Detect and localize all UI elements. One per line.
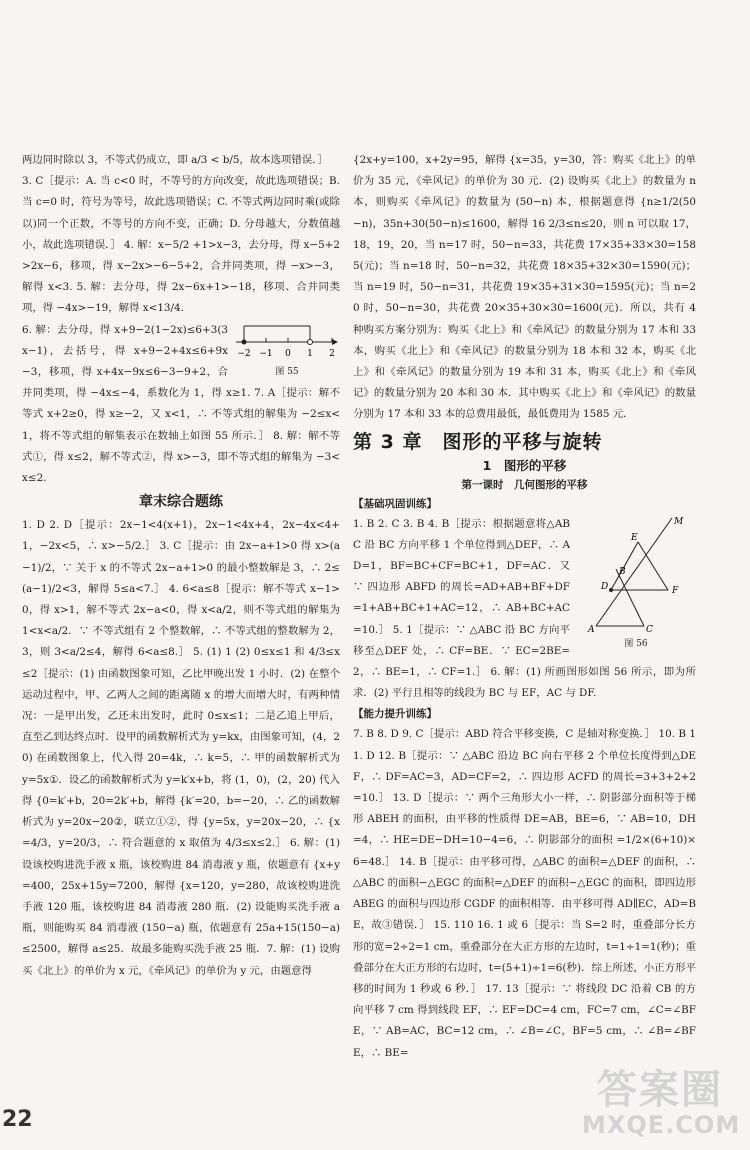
lesson-subtitle: 第一课时 几何图形的平移	[461, 478, 588, 491]
watermark-text: 答案圈	[597, 1067, 723, 1113]
point-label: F	[672, 585, 679, 596]
tick-label: −1	[259, 348, 273, 359]
chapter-title: 第 3 章 图形的平移与旋转	[353, 430, 603, 453]
section-title: 章末综合题练	[139, 494, 223, 511]
point-label: C	[646, 624, 653, 634]
point-label: B	[619, 566, 626, 577]
watermark-logo	[582, 1058, 741, 1139]
figure-55-number-line	[234, 322, 340, 378]
tick-label: 2	[329, 348, 335, 359]
left-para-4: 1. D 2. D［提示：2x−1<4(x+1)，2x−1<4x+4，2x−4x<4+1，−2x<5，∴ x>−5/2.］ 3. C［提示：由 2x−a+1>0 得 x>(a−1)/2，∵ 关于 x 的不等式 2x−a+1>0 的最小整数解是 3，∴ 2≤(a−1)/2<3，解得 5≤a<7.］ 4. 6<a≤8［提示：解不等式 x−1>0，得 x>1，解不等式 2x−a<0，得 x<a/2，则不等式组的解集为 1<x<a/2．∵ 不等式组有 2 个整数解，∴ 不等式组的整数解为 2，3，则 3<a/2≤4，解得 6<a≤8.］ 5. (1) 1 (2) 0≤x≤1 和 4/3≤x≤2［提示：(1) 由函数图象可知，乙比甲晚出发 1 小时．(2) 在整个运动过程中，甲、乙两人之间的距离随 x 的增大而增大时，有两种情况：一是甲出发，乙还未出发时，此时 0≤x≤1；二是乙追上甲后，直至乙到达终点时．设甲的函数解析式为 y=kx，由图象可知，(4，20) 在函数图象上，代入得 20=4k，∴ k=5，∴ 甲的函数解析式为 y=5x①．设乙的函数解析式为 y=k′x+b，将 (1，0)，(2，20) 代入得 {0=k′+b，20=2k′+b，解得 {k′=20，b=−20，∴ 乙的函数解析式为 y=20x−20②，联立①②，得 {y=5x，y=20x−20，∴ {x=4/3，y=20/3，∴ 符合题意的 x 取值为 4/3≤x≤2.］ 6. 解：(1) 设该校购进洗手液 x 瓶，该校购进 84 消毒液 y 瓶，依题意有 {x+y=400，25x+15y=7200，解得 {x=120，y=280，故该校购进洗手液 120 瓶，该校购进 84 消毒液 280 瓶．(2) 设能购买洗手液 a 瓶，则能购买 84 消毒液 (150−a) 瓶，依题意有 25a+15(150−a)≤2500，解得 a≤25．故最多能购买洗手液 25 瓶．7. 解：(1) 设购买《北上》的单价为 x 元，《牵风记》的单价为 y 元，由题意得	[22, 519, 340, 977]
right-para-2: 1. B 2. C 3. B 4. B［提示：根据题意将△ABC 沿 BC 方向平移 1 个单位得到△DEF，∴ AD=1，BF=BC+CF=BC+1，DF=AC．又∵ 四边形 ABFD 的周长=AD+AB+BF+DF=1+AB+BC+1+AC=12，∴ AB+BC+AC=10.］ 5. 1［提示：∵ △ABC 沿 BC 方向平移至△DEF 处，∴ CF=BE．∵ EC=2BE=2，∴ BE=1，∴ CF=1.］ 6. 解：(1) 所画图形如图 56 所示，即为所求．(2) 平行且相等的线段为 BC 与 EF，AC 与 DF.	[353, 517, 696, 700]
figure-56-translation	[576, 514, 696, 650]
right-column	[353, 150, 696, 1064]
point-label: E	[631, 532, 638, 543]
figure-56-caption: 图 56	[624, 638, 648, 649]
left-para-1: 两边同时除以 3，不等式仍成立，即 a/3 < b/5，故本选项错误．］	[22, 154, 328, 166]
page-number: 22	[2, 1107, 33, 1132]
point-label: M	[674, 516, 684, 527]
advanced-training-tag: 【能力提升训练】	[353, 708, 437, 721]
watermark-url: MXQE.COM	[582, 1111, 741, 1139]
point-label: A	[588, 624, 595, 634]
tick-label: 0	[285, 348, 291, 359]
point-label: D	[601, 581, 609, 592]
right-para-3: 7. B 8. D 9. C［提示：ABD 符合平移变换，C 是轴对称变换．］ 10. B 11. D 12. B［提示：∵ △ABC 沿边 BC 向右平移 2 个单位长度得到△DEF，∴ DF=AC=3，AD=CF=2，∴ 四边形 ACFD 的周长=3+3+2+2=10.］ 13. D［提示：∵ 两个三角形大小一样，∴ 阴影部分面积等于梯形 ABEH 的面积，由平移的性质得 DE=AB，BE=6，∵ AB=10，DH=4，∴ HE=DE−DH=10−4=6，∴ 阴影部分的面积 =1/2×(6+10)×6=48.］ 14. B［提示：由平移可得，△ABC 的面积=△DEF 的面积，∴ △ABC 的面积−△EGC 的面积=△DEF 的面积−△EGC 的面积，即四边形 ABEG 的面积与四边形 CGDF 的面积相等．由平移可得 AD∥EC，AD=BE，故③错误．］ 15. 110 16. 1 或 6［提示：当 S=2 时，重叠部分长方形的宽=2÷2=1 cm，重叠部分在大正方形的左边时，t=1÷1=1(秒)；重叠部分在大正方形的右边时，t=(5+1)÷1=6(秒)．综上所述，小正方形平移的时间为 1 秒或 6 秒．］ 17. 13［提示：∵ 将线段 DC 沿着 CB 的方向平移 7 cm 得到线段 EF，∴ EF=DC=4 cm，FC=7 cm，∠C=∠BFE，∵ AB=AC，BC=12 cm，∴ ∠B=∠C，BF=5 cm，∴ ∠B=∠BFE，∴ BE=	[353, 728, 696, 1059]
left-column	[22, 150, 340, 982]
lesson-title: 1 图形的平移	[482, 457, 567, 473]
right-para-1: {2x+y=100，x+2y=95，解得 {x=35，y=30，答：购买《北上》的单价为 35 元，《牵风记》的单价为 30 元．(2) 设购买《北上》的数量为 n 本，则购买《牵风记》的数量为 (50−n) 本，根据题意得 {n≥1/2(50−n)，35n+30(50−n)≤1600，解得 16 2/3≤n≤20，则 n 可以取 17，18，19，20，当 n=17 时，50−n=33，共花费 17×35+33×30=1585(元)；当 n=18 时，50−n=32，共花费 18×35+32×30=1590(元)；当 n=19 时，50−n=31，共花费 19×35+31×30=1595(元)；当 n=20 时，50−n=30，共花费 20×35+30×30=1600(元)．所以，共有 4 种购买方案分别为：购买《北上》和《牵风记》的数量分别为 17 本和 33 本，购买《北上》和《牵风记》的数量分别为 18 本和 32 本，购买《北上》和《牵风记》的数量分别为 19 本和 31 本，购买《北上》和《牵风记》的数量分别为 20 本和 30 本．其中购买《北上》和《牵风记》的数量分别为 17 本和 33 本的总费用最低，最低费用为 1585 元．	[353, 154, 696, 421]
tick-label: −2	[237, 348, 251, 359]
basic-training-tag: 【基础巩固训练】	[353, 497, 437, 510]
tick-label: 1	[307, 348, 313, 359]
left-para-2: 3. C［提示：A. 当 c<0 时，不等号的方向改变，故此选项错误；B. 当 c=0 时，符号为等号，故此选项错误；C. 不等式两边同时乘(或除以)同一个正数，不等号的方向不变，正确；D. 分母越大，分数值越小，故此选项错误．］ 4. 解：x−5/2 +1>x−3，去分母，得 x−5+2>2x−6，移项，得 x−2x>−6−5+2，合并同类项，得 −x>−3，解得 x<3. 5. 解：去分母，得 2x−6x+1>−18，移项、合并同类项，得 −4x>−19，解得 x<13/4.	[22, 175, 340, 315]
figure-55-caption: 图 55	[275, 366, 299, 377]
left-para-3: 6. 解：去分母，得 x+9−2(1−2x)≤6+3(3x−1)，去括号，得 x+9−2+4x≤6+9x−3，移项，得 x+4x−9x≤6−3−9+2，合并同类项，得 −4x≤−4，系数化为 1，得 x≥1. 7. A［提示：解不等式 x+2≥0，得 x≥−2，又 x<1，∴ 不等式组的解集为 −2≤x<1，将不等式组的解集表示在数轴上如图 55 所示．］ 8. 解：解不等式①，得 x≤2，解不等式②，得 x>−3，即不等式组的解集为 −3<x≤2.	[22, 323, 340, 485]
